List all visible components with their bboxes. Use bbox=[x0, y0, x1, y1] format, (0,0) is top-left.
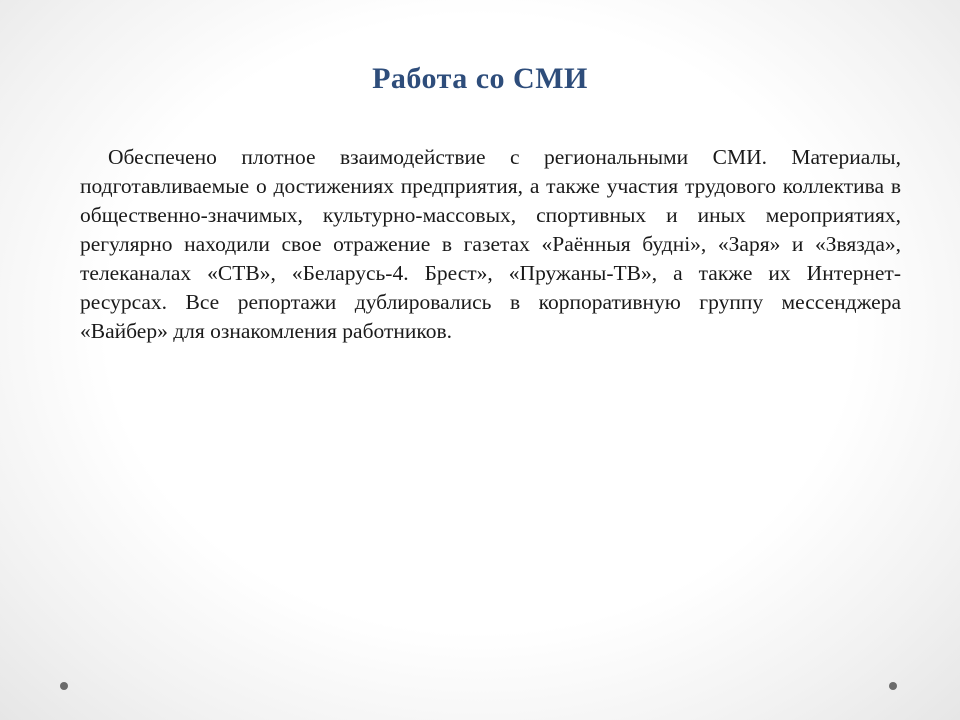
slide-title: Работа со СМИ bbox=[372, 62, 588, 95]
slide-body-text: Обеспечено плотное взаимодействие с региональными СМИ. Материалы, подготавливаемые о достижениях предприятия, а также участия трудового коллектива в общественно-значимых, культурно-массовых, спортивных и иных мероприятиях, регулярно находили свое отражение в газетах «Раённыя будні», «Заря» и «Звязда», телеканалах «СТВ», «Беларусь-4. Брест», «Пружаны-ТВ», а также их Интернет-ресурсах. Все репортажи дублировались в корпоративную группу мессенджера «Вайбер» для ознакомления работников. bbox=[80, 145, 901, 343]
decorative-dot-right-icon bbox=[889, 682, 897, 690]
decorative-dot-left-icon bbox=[60, 682, 68, 690]
